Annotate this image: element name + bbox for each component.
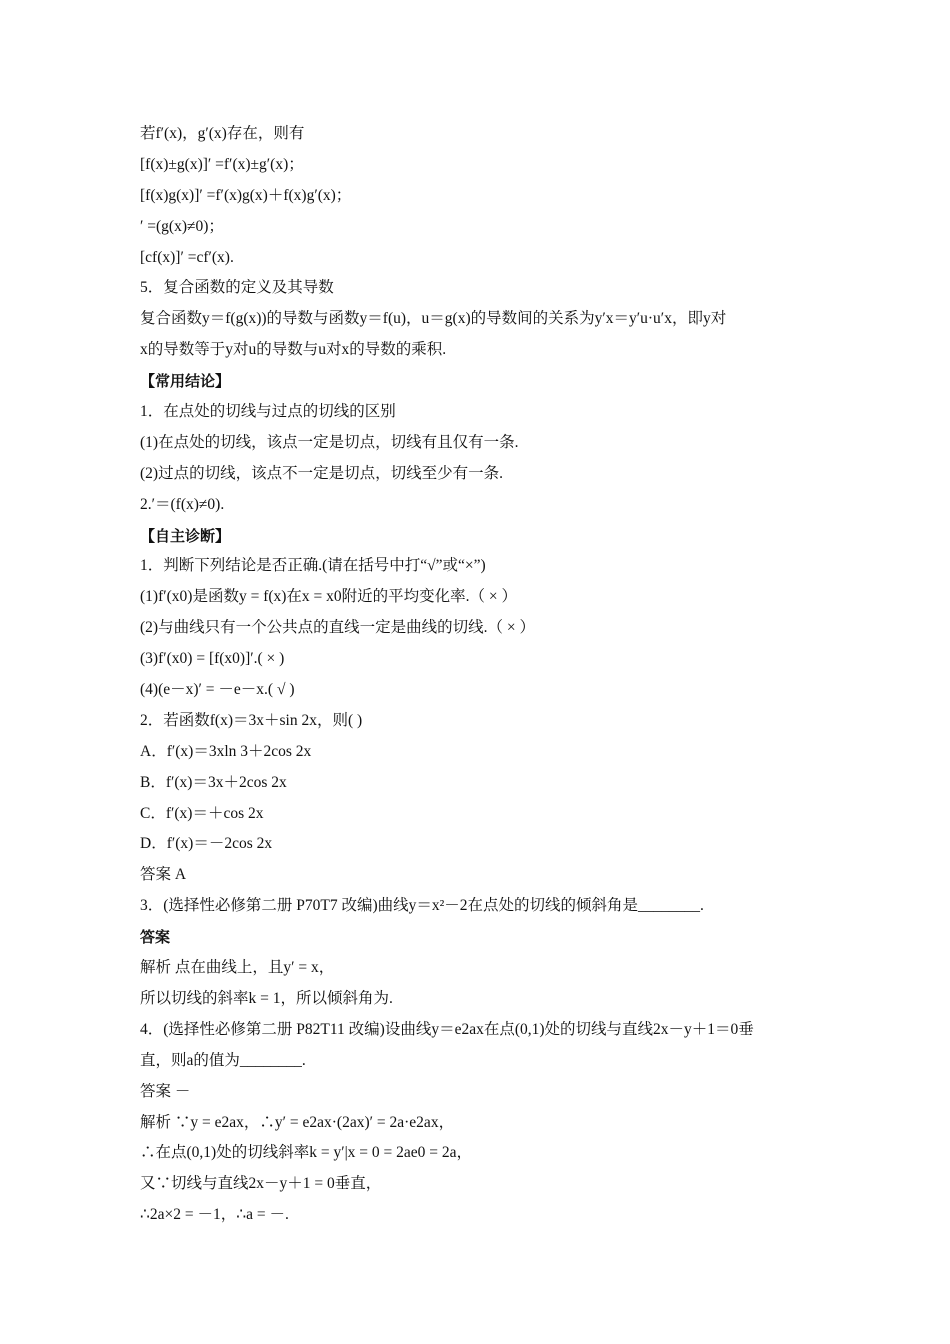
- analysis-line: 解析 ∵y = e2ax，∴y′ = e2ax·(2ax)′ = 2a·e2ax，: [140, 1113, 455, 1131]
- question-item: (4)(e－x)′ = －e－x.( √ ): [140, 681, 295, 699]
- section-heading: 【自主诊断】: [140, 526, 231, 545]
- option-line: C．f′(x)＝＋cos 2x: [140, 804, 264, 822]
- question-item: (3)f′(x0) = [f(x0)]′.( × ): [140, 650, 285, 668]
- text-line: (1)在点处的切线，该点一定是切点，切线有且仅有一条.: [140, 433, 519, 451]
- answer-line: 答案: [140, 928, 171, 947]
- question-line: 4．(选择性必修第二册 P82T11 改编)设曲线y＝e2ax在点(0,1)处的切线与直线2x－y＋1＝0垂: [140, 1020, 754, 1038]
- text-line: 若f′(x)，g′(x)存在，则有: [140, 125, 305, 142]
- analysis-line: 解析 点在曲线上，且y′ = x，: [140, 959, 335, 977]
- formula-line: [f(x)±g(x)]′ =f′(x)±g′(x)；: [140, 155, 304, 173]
- formula-line: ′ =(g(x)≠0)；: [140, 217, 224, 235]
- analysis-line: 又∵切线与直线2x－y＋1 = 0垂直，: [140, 1175, 382, 1193]
- option-line: B．f′(x)＝3x＋2cos 2x: [140, 773, 287, 791]
- text-line: (2)过点的切线，该点不一定是切点，切线至少有一条.: [140, 464, 503, 482]
- analysis-line: 所以切线的斜率k = 1，所以倾斜角为.: [140, 989, 393, 1007]
- formula-line: [cf(x)]′ =cf′(x).: [140, 248, 234, 266]
- question-line: 1．判断下列结论是否正确.(请在括号中打“√”或“×”): [140, 557, 486, 575]
- question-item: (1)f′(x0)是函数y = f(x)在x = x0附近的平均变化率.（ × ）: [140, 588, 518, 606]
- text-line: x的导数等于y对u的导数与u对x的导数的乘积.: [140, 341, 447, 359]
- option-line: D．f′(x)＝－2cos 2x: [140, 835, 273, 853]
- formula-line: [f(x)g(x)]′ =f′(x)g(x)＋f(x)g′(x)；: [140, 186, 352, 204]
- question-line: 2．若函数f(x)＝3x＋sin 2x，则( ): [140, 711, 363, 729]
- section-heading: 【常用结论】: [140, 372, 231, 391]
- answer-line: 答案 －: [140, 1082, 191, 1100]
- text-line: 2.′＝(f(x)≠0).: [140, 495, 225, 513]
- answer-line: 答案 A: [140, 866, 187, 884]
- question-line: 3．(选择性必修第二册 P70T7 改编)曲线y＝x²－2在点处的切线的倾斜角是________.: [140, 897, 704, 915]
- section-title: 5．复合函数的定义及其导数: [140, 279, 334, 297]
- question-item: (2)与曲线只有一个公共点的直线一定是曲线的切线.（ × ）: [140, 619, 535, 637]
- document-page: [140, 119, 820, 1231]
- text-line: 复合函数y＝f(g(x))的导数与函数y＝f(u)，u＝g(x)的导数间的关系为y′x＝y′u·u′x，即y对: [140, 310, 727, 328]
- text-line: 1．在点处的切线与过点的切线的区别: [140, 403, 396, 421]
- analysis-line: ∴2a×2 = －1，∴a = －.: [140, 1206, 289, 1224]
- question-line: 直，则a的值为________.: [140, 1051, 306, 1069]
- option-line: A．f′(x)＝3xln 3＋2cos 2x: [140, 742, 312, 760]
- analysis-line: ∴在点(0,1)处的切线斜率k = y′|x = 0 = 2ae0 = 2a，: [140, 1144, 473, 1162]
